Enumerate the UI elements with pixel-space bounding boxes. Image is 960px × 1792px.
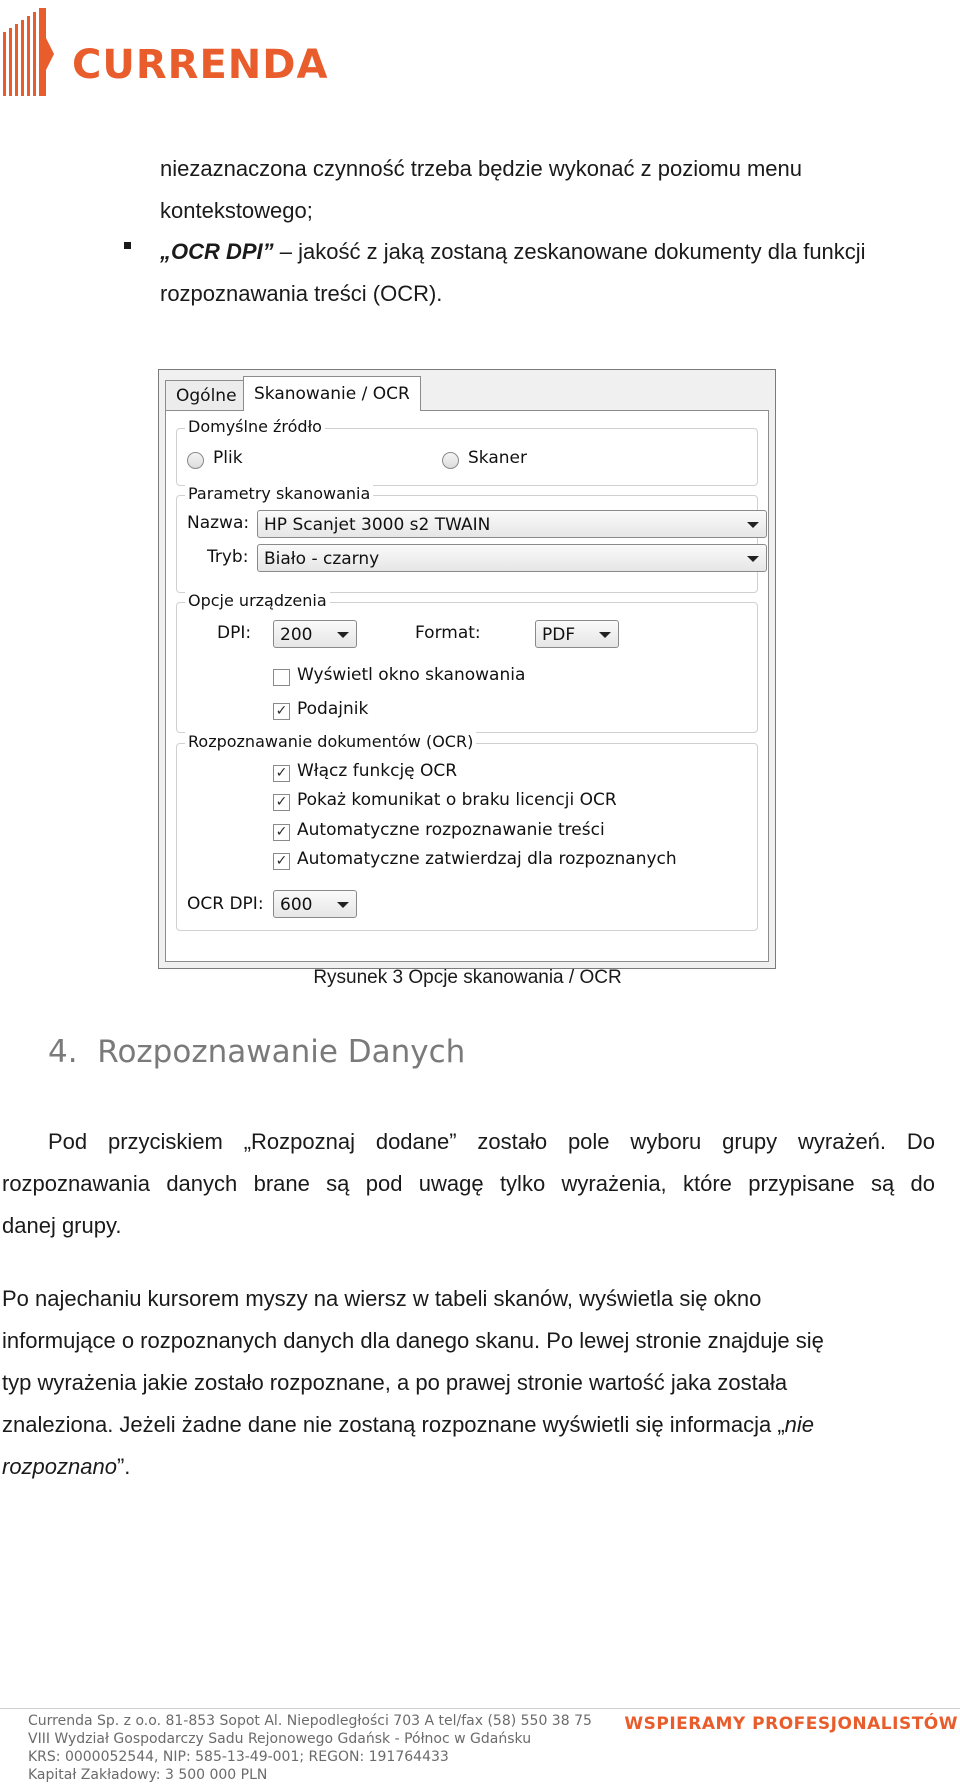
para2-line-5	[2, 1446, 130, 1488]
chevron-down-icon	[599, 632, 611, 638]
footer-slogan: WSPIERAMY PROFESJONALISTÓW	[624, 1714, 958, 1734]
para2-line-2: informujące o rozpoznanych danych dla danego skanu. Po lewej stronie znajduje się	[2, 1328, 824, 1353]
para2-line-3: typ wyrażenia jakie zostało rozpoznane, a po prawej stronie wartość jaka została	[2, 1370, 788, 1395]
checkbox-label: Podajnik	[297, 699, 369, 719]
para2-line-4-text: znaleziona. Jeżeli żadne dane nie zostaną rozpoznane wyświetli się informacja „	[2, 1412, 785, 1437]
group-title: Rozpoznawanie dokumentów (OCR)	[185, 732, 476, 751]
mode-label: Tryb:	[207, 547, 249, 567]
checkbox-label: Automatyczne rozpoznawanie treści	[297, 820, 605, 840]
chevron-down-icon	[747, 556, 759, 562]
chevron-down-icon	[747, 522, 759, 528]
format-select[interactable]	[535, 620, 619, 648]
intro-line-2: kontekstowego;	[160, 198, 313, 223]
para2-italic-rozpoznano: rozpoznano	[2, 1454, 117, 1479]
settings-dialog-screenshot	[158, 369, 776, 969]
para2-line-1: Po najechaniu kursorem myszy na wiersz w tabeli skanów, wyświetla się okno	[2, 1286, 762, 1311]
ocr-dpi-value: 600	[280, 895, 313, 915]
bullet-line	[160, 231, 866, 273]
checkbox-show-scan-window[interactable]	[273, 669, 290, 686]
group-title: Domyślne źródło	[185, 417, 325, 436]
checkbox-auto-approve[interactable]	[273, 853, 290, 870]
scan-mode-value: Biało - czarny	[264, 549, 380, 569]
intro-line-1: niezaznaczona czynność trzeba będzie wykonać z poziomu menu	[160, 156, 803, 181]
scanner-name-select[interactable]	[257, 510, 767, 538]
name-label: Nazwa:	[187, 513, 250, 533]
ocr-group	[176, 732, 758, 931]
footer-line: Kapitał Zakładowy: 3 500 000 PLN	[28, 1767, 268, 1783]
scan-mode-select[interactable]	[257, 544, 767, 572]
bullet-icon	[124, 242, 131, 249]
checkbox-license-message[interactable]	[273, 794, 290, 811]
checkbox-label: Pokaż komunikat o braku licencji OCR	[297, 790, 617, 810]
para1-line-2: rozpoznawania danych brane są pod uwagę tylko wyrażenia, które przypisane są do	[2, 1171, 935, 1196]
default-source-group	[176, 417, 758, 486]
scan-params-group	[176, 484, 758, 593]
scanner-name-value: HP Scanjet 3000 s2 TWAIN	[264, 515, 491, 535]
section-number: 4.	[48, 1034, 78, 1070]
tab-skanowanie-ocr[interactable]: Skanowanie / OCR	[243, 376, 421, 411]
device-options-group	[176, 591, 758, 733]
tab-panel	[165, 410, 769, 962]
footer-line: Currenda Sp. z o.o. 81-853 Sopot Al. Niepodległości 703 A tel/fax (58) 550 38 75	[28, 1713, 592, 1729]
para2-italic-nie: nie	[784, 1412, 815, 1437]
radio-plik-label: Plik	[213, 448, 243, 468]
section-title: Rozpoznawanie Danych	[97, 1034, 466, 1070]
radio-skaner[interactable]	[442, 452, 459, 469]
ocr-dpi-select[interactable]	[273, 890, 357, 918]
radio-skaner-label: Skaner	[468, 448, 527, 468]
format-value: PDF	[542, 625, 576, 645]
group-title: Opcje urządzenia	[185, 591, 330, 610]
footer-company-info	[28, 1712, 592, 1784]
checkbox-enable-ocr[interactable]	[273, 765, 290, 782]
checkbox-feeder[interactable]	[273, 703, 290, 720]
check-icon: ✓	[275, 824, 288, 840]
chevron-down-icon	[337, 902, 349, 908]
group-title: Parametry skanowania	[185, 484, 373, 503]
bullet-term: „OCR DPI”	[160, 239, 274, 264]
checkbox-label: Automatyczne zatwierdzaj dla rozpoznanych	[297, 849, 677, 869]
footer-divider	[0, 1708, 960, 1709]
format-label: Format:	[415, 623, 481, 643]
checkbox-auto-recognize[interactable]	[273, 824, 290, 841]
para2-line-4	[2, 1404, 814, 1446]
radio-plik[interactable]	[187, 452, 204, 469]
para1-line-3: danej grupy.	[2, 1213, 122, 1238]
dpi-value: 200	[280, 625, 313, 645]
bullet-text: – jakość z jaką zostaną zeskanowane dokumenty dla funkcji	[273, 239, 866, 264]
para1-line-1: Pod przyciskiem „Rozpoznaj dodane” zostało pole wyboru grupy wyrażeń. Do	[48, 1129, 935, 1154]
check-icon: ✓	[275, 853, 288, 869]
checkbox-label: Wyświetl okno skanowania	[297, 665, 526, 685]
chevron-down-icon	[337, 632, 349, 638]
brand-name: CURRENDA	[72, 42, 329, 88]
logo-mark-icon	[0, 4, 60, 100]
dpi-select[interactable]	[273, 620, 357, 648]
footer-line: VIII Wydział Gospodarczy Sadu Rejonowego Gdańsk - Północ w Gdańsku	[28, 1731, 532, 1747]
checkbox-label: Włącz funkcję OCR	[297, 761, 458, 781]
currenda-logo	[0, 4, 330, 100]
dpi-label: DPI:	[217, 623, 252, 643]
footer-line: KRS: 0000052544, NIP: 585-13-49-001; REGON: 191764433	[28, 1749, 449, 1765]
bullet-line-2: rozpoznawania treści (OCR).	[160, 281, 443, 306]
check-icon: ✓	[275, 765, 288, 781]
tab-ogolne[interactable]: Ogólne	[165, 380, 248, 410]
check-icon: ✓	[275, 703, 288, 719]
section-heading	[48, 1034, 465, 1070]
figure-caption: Rysunek 3 Opcje skanowania / OCR	[313, 967, 622, 988]
para2-line-5-end: ”.	[116, 1454, 131, 1479]
ocr-dpi-label: OCR DPI:	[187, 894, 264, 914]
check-icon: ✓	[275, 794, 288, 810]
